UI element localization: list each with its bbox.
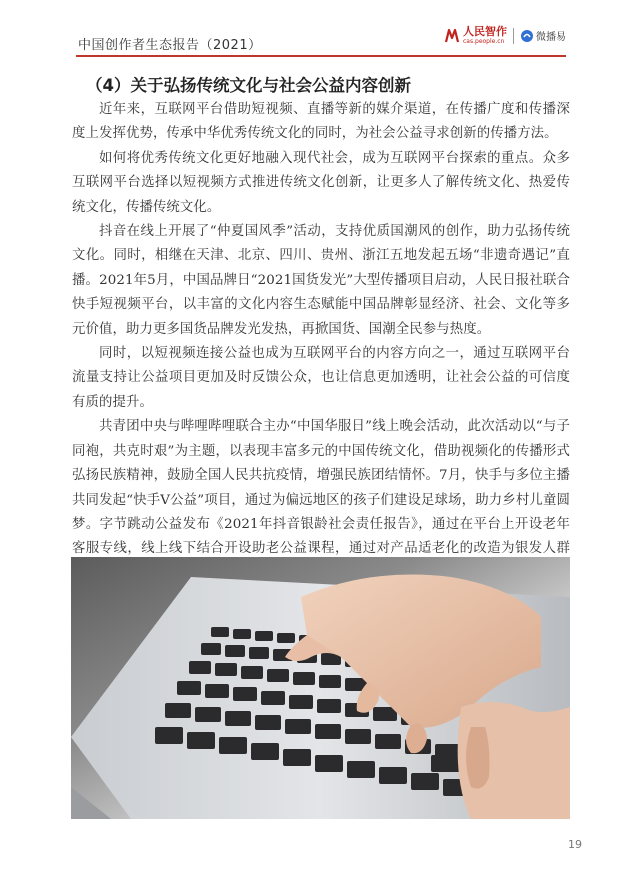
people-logo-icon	[444, 28, 460, 44]
page-number: 19	[568, 838, 582, 851]
people-logo-text: 人民智作	[463, 25, 507, 38]
logo-divider	[513, 28, 514, 44]
header-logos	[444, 26, 566, 45]
paragraph: 同时，以短视频连接公益也成为互联网平台的内容方向之一，通过互联网平台流量支持让公益项目更加及时反馈公众，也让信息更加透明，让社会公益的可信度有质的提升。	[72, 346, 570, 410]
section-body	[72, 98, 570, 586]
paragraph: 如何将优秀传统文化更好地融入现代社会，成为互联网平台探索的重点。众多互联网平台选择以短视频方式推进传统文化创新，让更多人了解传统文化、热爱传统文化，传播传统文化。	[72, 150, 570, 215]
people-logo-url: cas.people.cn	[463, 38, 505, 45]
people-daily-logo	[444, 26, 507, 45]
weiboyi-logo	[520, 28, 566, 43]
paragraph: 共青团中央与哔哩哔哩联合主办“中国华服日”线上晚会活动，此次活动以“与子同袍，共克时艰”为主题，以表现丰富多元的中国传统文化，借助视频化的传播形式弘扬民族精神，鼓励全国人民共抗疫情，增强民族团结情怀。7月，快手与多位主播共同发起“快手V公益”项目，通过为偏远地区的孩子们建设足球场，助力乡村儿童圆梦。字节跳动公益发布《2021年抖音银龄社会责任报告》，通过在平台上开设老年客服专线，线上线下结合开设助老公益课程，通过对产品适老化的改造为银发人群	[72, 419, 570, 557]
weiboyi-logo-text: 微播易	[536, 32, 566, 43]
page-header	[0, 0, 640, 56]
report-title: 中国创作者生态报告（2021）	[78, 38, 262, 53]
section-heading: （4）关于弘扬传统文化与社会公益内容创新	[86, 76, 411, 95]
laptop-typing-photo	[71, 557, 570, 819]
weiboyi-logo-icon	[520, 29, 534, 43]
paragraph: 近年来，互联网平台借助短视频、直播等新的媒介渠道，在传播广度和传播深度上发挥优势，传承中华优秀传统文化的同时，为社会公益寻求创新的传播方法。	[72, 102, 570, 142]
paragraph: 抖音在线上开展了“仲夏国风季”活动，支持优质国潮风的创作，助力弘扬传统文化。同时，相继在天津、北京、四川、贵州、浙江五地发起五场“非遗奇遇记”直播。2021年5月，中国品牌日“2021国货发光”大型传播项目启动，人民日报社联合快手短视频平台，以丰富的文化内容生态赋能中国品牌彰显经济、社会、文化等多元价值，助力更多国货品牌发光发热，再掀国货、国潮全民参与热度。	[72, 224, 570, 337]
header-rule	[76, 55, 566, 57]
laptop-hands-illustration	[71, 557, 570, 819]
